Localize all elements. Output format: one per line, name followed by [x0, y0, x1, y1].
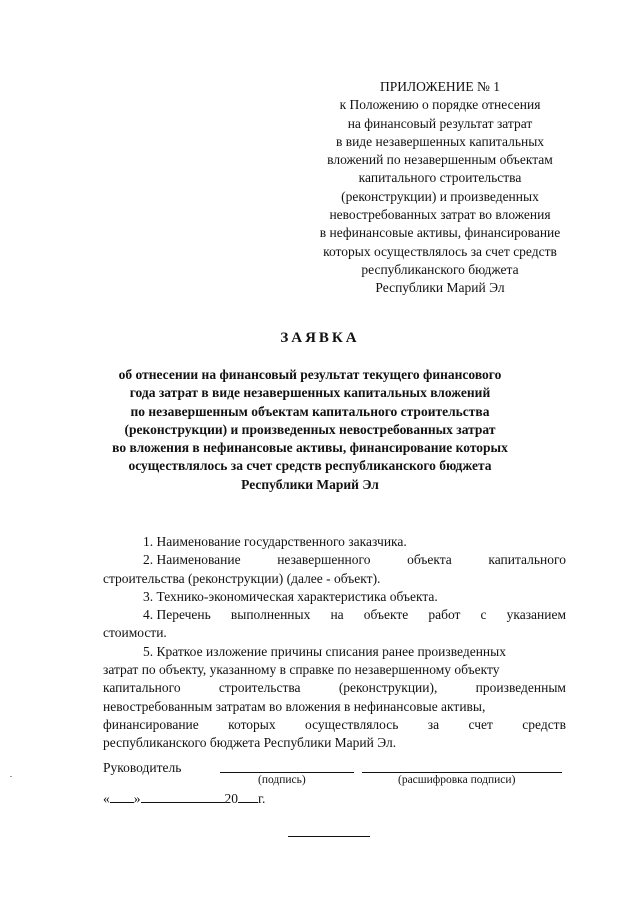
word: средств [522, 716, 566, 732]
bottom-separator-line [288, 836, 370, 837]
appendix-line-2: к Положению о порядке отнесения [339, 97, 541, 113]
item-5-line-1 [103, 643, 566, 661]
month-blank [141, 791, 225, 803]
word: осуществлялось [305, 716, 399, 732]
item-5-line-2 [103, 661, 566, 679]
appendix-line-11: республиканского бюджета [361, 261, 519, 277]
word: 5. Краткое изложение причины списания ранее произведенных [143, 643, 506, 659]
year-suffix: г. [258, 791, 266, 806]
appendix-line-1: ПРИЛОЖЕНИЕ № 1 [379, 79, 501, 94]
day-blank [110, 791, 134, 803]
date-close-quote: » [133, 791, 141, 806]
word: незавершенного [277, 552, 371, 568]
word: на [330, 607, 344, 623]
appendix-line-4: в виде незавершенных капитальных [335, 133, 545, 149]
item-5-line-6: республиканского бюджета Республики Марий Эл. [103, 735, 397, 751]
item-1: 1. Наименование государственного заказчика. [143, 534, 407, 549]
word: невостребованным затратам во вложения в нефинансовые активы, [103, 698, 486, 714]
date-line [103, 791, 265, 807]
signature-line [220, 772, 354, 773]
items-list [103, 533, 566, 753]
subtitle-line-5: во вложения в нефинансовые активы, финансирование которых [112, 440, 508, 456]
decoding-caption: (расшифровка подписи) [398, 774, 516, 786]
item-4-line-2: стоимости. [103, 625, 167, 641]
item-5-line-3 [103, 679, 566, 697]
appendix-line-3: на финансовый результат затрат [347, 115, 533, 131]
appendix-line-9: в нефинансовые активы, финансирование [319, 225, 561, 241]
document-subtitle [80, 366, 540, 494]
subtitle-line-6: осуществлялось за счет средств республиканского бюджета [128, 458, 492, 474]
subtitle-line-4: (реконструкции) и произведенных невостребованных затрат [124, 421, 496, 437]
year-prefix: 20 [224, 791, 238, 806]
margin-mark [10, 776, 12, 777]
item-3: 3. Технико-экономическая характеристика объекта. [143, 588, 438, 604]
word: финансирование [103, 716, 199, 732]
signature-label: Руководитель [103, 760, 182, 775]
item-4-line-1 [103, 606, 566, 624]
word: произведенным [475, 680, 566, 696]
word: указанием [506, 607, 566, 623]
word: с [480, 607, 487, 623]
appendix-header [290, 78, 590, 298]
word: затрат по объекту, указанному в справке по незавершенному объекту [103, 662, 500, 678]
word: капитального [103, 680, 181, 696]
item-5-line-4 [103, 698, 566, 716]
word: строительства [218, 680, 301, 696]
year-blank [238, 791, 258, 803]
subtitle-line-1: об отнесении на финансовый результат текущего финансового [118, 367, 502, 382]
appendix-line-7: (реконструкции) и произведенных [341, 188, 539, 204]
word: выполненных [230, 607, 311, 623]
appendix-line-10: которых осуществлялось за счет средств [323, 243, 557, 259]
date-open-quote: « [103, 791, 110, 806]
item-2-line-1 [103, 551, 566, 569]
appendix-line-12: Республики Марий Эл [375, 280, 505, 296]
word: работ [428, 607, 461, 623]
word: за [427, 716, 440, 732]
subtitle-line-3: по незавершенным объектам капитального строительства [130, 403, 490, 419]
word: объекта [407, 552, 452, 568]
subtitle-line-2: года затрат в виде незавершенных капитальных вложений [129, 385, 491, 401]
subtitle-line-7: Республики Марий Эл [241, 476, 379, 492]
item-2-line-2: строительства (реконструкции) (далее - объект). [103, 570, 381, 586]
appendix-line-8: невостребованных затрат во вложения [329, 207, 551, 223]
appendix-line-5: вложений по незавершенным объектам [327, 152, 553, 168]
word: 4. Перечень [143, 607, 211, 623]
word: объекте [363, 607, 409, 623]
signature-caption: (подпись) [258, 774, 306, 786]
document-title: ЗАЯВКА [280, 330, 360, 346]
word: (реконструкции), [338, 680, 438, 696]
item-5-line-5 [103, 716, 566, 734]
word: капитального [488, 552, 566, 568]
word: счет [468, 716, 493, 732]
appendix-line-6: капитального строительства [358, 170, 522, 186]
word: 2. Наименование [143, 552, 241, 568]
word: которых [228, 716, 276, 732]
decoding-line [362, 772, 562, 773]
